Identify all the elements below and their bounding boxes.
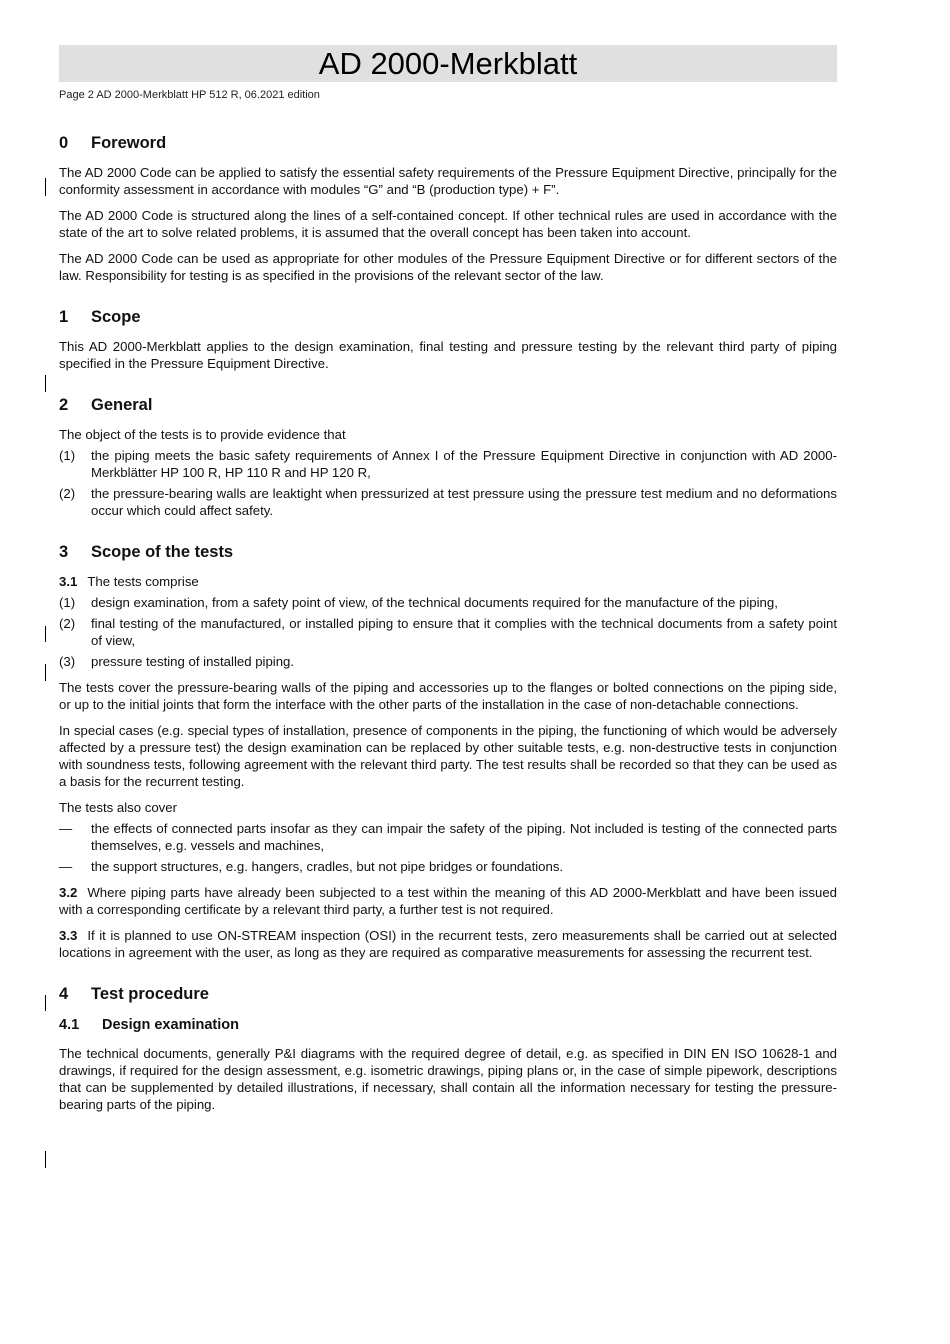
change-bar <box>45 178 46 196</box>
list-item: (2) the pressure-bearing walls are leaktight when pressurized at test pressure using the pressure test medium and no deformations occur which could affect safety. <box>59 486 837 518</box>
list-item: (1) design examination, from a safety point of view, of the technical documents required for the manufacture of the piping, <box>59 595 778 610</box>
change-bar <box>45 1151 46 1168</box>
section-general <box>59 394 837 519</box>
list-item: — the effects of connected parts insofar as they can impair the safety of the piping. Not included is testing of the connected parts themselves, e.g. vessels and machines, <box>59 821 837 853</box>
list-item: (1) the piping meets the basic safety requirements of Annex I of the Pressure Equipment Directive in conjunction with AD 2000-Merkblätter HP 100 R, HP 110 R and HP 120 R, <box>59 448 837 480</box>
header-band <box>59 45 837 82</box>
paragraph: The AD 2000 Code can be applied to satisfy the essential safety requirements of the Pressure Equipment Directive, principally for the conformity assessment in accordance with modules “G” and “B (production type) + F”. <box>59 165 837 197</box>
dash-list <box>59 820 837 875</box>
list-item: — the support structures, e.g. hangers, cradles, but not pipe bridges or foundations. <box>59 859 564 874</box>
page-reference: Page 2 AD 2000-Merkblatt HP 512 R, 06.2021 edition <box>59 89 320 101</box>
list-item: (3) pressure testing of installed piping. <box>59 654 295 669</box>
paragraph: The AD 2000 Code can be used as appropriate for other modules of the Pressure Equipment Directive or for different sectors of the law. Responsibility for testing is as specified in the provisions of the relevant sector of the law. <box>59 251 837 283</box>
numbered-list <box>59 594 837 670</box>
section-test-procedure <box>59 983 837 1113</box>
change-bar <box>45 626 46 642</box>
section-scope <box>59 306 837 372</box>
subsection-heading: 4.1 Design examination <box>59 1017 239 1033</box>
paragraph: The tests cover the pressure-bearing walls of the piping and accessories up to the flanges or bolted connections on the piping side, or up to the initial joints that form the interface with the other parts of the installation in the case of non-detachable connections. <box>59 680 837 712</box>
document-body <box>59 132 837 1135</box>
change-bar <box>45 995 46 1011</box>
section-heading: 1 Scope <box>59 308 141 326</box>
numbered-list <box>59 447 837 519</box>
document-title: AD 2000-Merkblatt <box>318 46 578 81</box>
subsection-3-3: 3.3 If it is planned to use ON-STREAM inspection (OSI) in the recurrent tests, zero measurements shall be carried out at selected locations in agreement with the user, as long as they are required as comparative measurements for assessing the recurrent test. <box>59 928 837 960</box>
subsection-3-2: 3.2 Where piping parts have already been subjected to a test within the meaning of this AD 2000-Merkblatt and have been issued with a corresponding certificate by a relevant third party, a further test is not required. <box>59 885 837 917</box>
paragraph: In special cases (e.g. special types of installation, presence of components in the piping, the functioning of which would be adversely affected by a pressure test) the design examination can be replaced by other suitable tests, e.g. non-destructive tests in conjunction with soundness tests, following agreement with the relevant third party. The test results shall be recorded so that they can be used as a basis for the recurrent testing. <box>59 723 837 789</box>
list-item: (2) final testing of the manufactured, or installed piping to ensure that it complies with the technical documents from a safety point of view, <box>59 616 837 648</box>
change-bar <box>45 375 46 392</box>
paragraph: This AD 2000-Merkblatt applies to the design examination, final testing and pressure testing by the relevant third party of piping specified in the Pressure Equipment Directive. <box>59 339 837 371</box>
section-heading: 0 Foreword <box>59 134 167 152</box>
change-bar <box>45 664 46 681</box>
section-scope-of-tests <box>59 541 837 961</box>
section-foreword <box>59 132 837 284</box>
paragraph: The tests also cover <box>59 800 178 815</box>
paragraph: The object of the tests is to provide evidence that <box>59 427 346 442</box>
section-heading: 4 Test procedure <box>59 985 209 1003</box>
section-heading: 3 Scope of the tests <box>59 543 234 561</box>
paragraph: The AD 2000 Code is structured along the lines of a self-contained concept. If other technical rules are used in accordance with the state of the art to solve related problems, it is assumed that the overall concept has been taken into account. <box>59 208 837 240</box>
section-heading: 2 General <box>59 396 153 414</box>
subsection-3-1: 3.1 The tests comprise <box>59 574 199 589</box>
paragraph: The technical documents, generally P&I diagrams with the required degree of detail, e.g. as specified in DIN EN ISO 10628-1 and drawings, if required for the design assessment, e.g. isometric drawings, piping plans or, in the case of simple pipework, descriptions that can be supplemented by detailed illustrations, if necessary, shall contain all the information necessary for testing the pressure-bearing parts of the piping. <box>59 1046 837 1112</box>
